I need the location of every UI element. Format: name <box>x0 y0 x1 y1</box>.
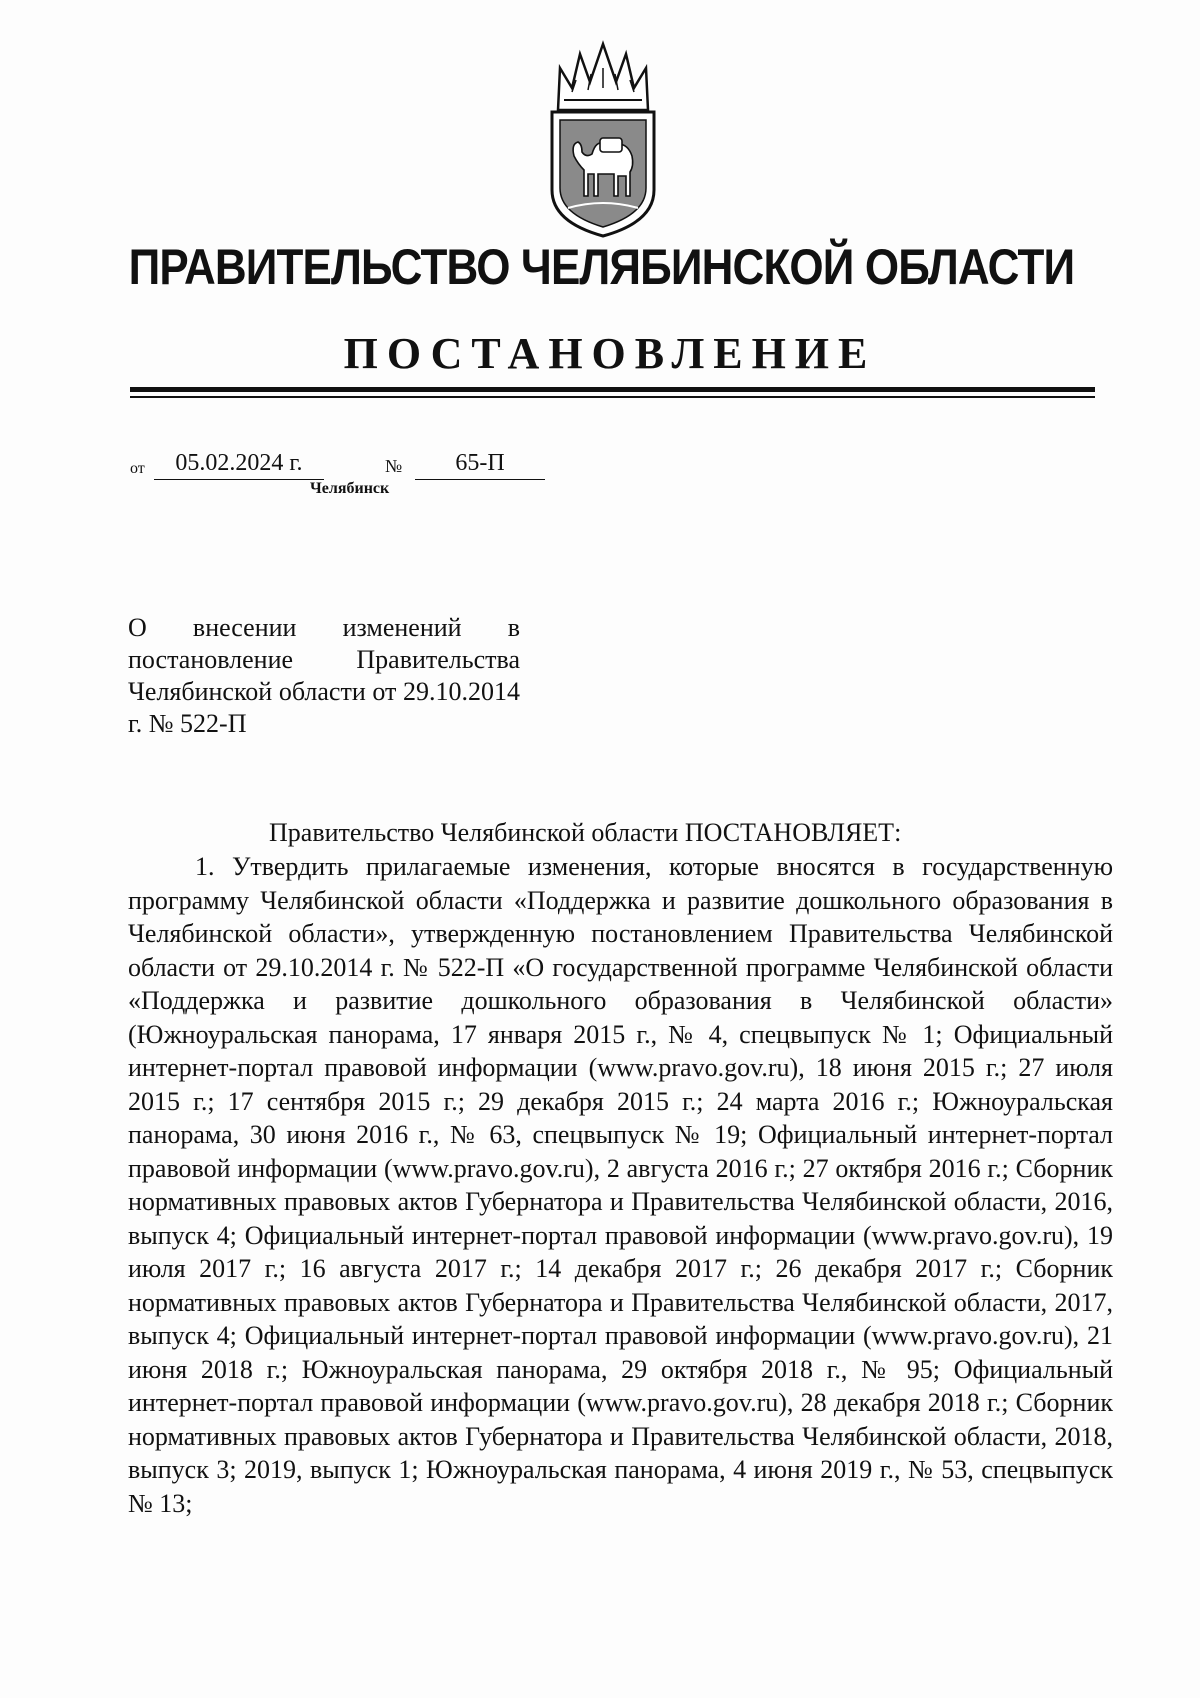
header-rule-thick <box>130 387 1095 392</box>
document-number: 65-П <box>415 450 545 480</box>
date-prefix: от <box>130 460 145 477</box>
header-rule-thin <box>130 396 1095 398</box>
document-subject: О внесении изменений в постановление Правительства Челябинской области от 29.10.2014 г. № 522-П <box>128 613 520 738</box>
document-body <box>128 850 1113 1520</box>
number-sign: № <box>385 456 403 476</box>
coat-of-arms-emblem <box>538 40 668 240</box>
preamble: Правительство Челябинской области ПОСТАНОВЛЯЕТ: <box>269 818 902 847</box>
city-label: Челябинск <box>310 480 390 497</box>
paragraph-1: 1. Утвердить прилагаемые изменения, которые вносятся в государственную программу Челябинской области «Поддержка и развитие дошкольного образования в Челябинской области», утвержденную постановлением Правительства Челябинской области от 29.10.2014 г. № 522-П «О государственной программе Челябинской области «Поддержка и развитие дошкольного образования в Челябинской области» (Южноуральская панорама, 17 января 2015 г., № 4, спецвыпуск № 1; Официальный интернет-портал правовой информации (www.pravo.gov.ru), 18 июня 2015 г.; 27 июля 2015 г.; 17 сентября 2015 г.; 29 декабря 2015 г.; 24 марта 2016 г.; Южноуральская панорама, 30 июня 2016 г., № 63, спецвыпуск № 19; Официальный интернет-портал правовой информации (www.pravo.gov.ru), 2 августа 2016 г.; 27 октября 2016 г.; Сборник нормативных правовых актов Губернатора и Правительства Челябинской области, 2016, выпуск 4; Официальный интернет-портал правовой информации (www.pravo.gov.ru), 19 июля 2017 г.; 16 августа 2017 г.; 14 декабря 2017 г.; 26 декабря 2017 г.; Сборник нормативных правовых актов Губернатора и Правительства Челябинской области, 2017, выпуск 4; Официальный интернет-портал правовой информации (www.pravo.gov.ru), 21 июня 2018 г.; Южноуральская панорама, 29 октября 2018 г., № 95; Официальный интернет-портал правовой информации (www.pravo.gov.ru), 28 декабря 2018 г.; Сборник нормативных правовых актов Губернатора и Правительства Челябинской области, 2018, выпуск 3; 2019, выпуск 1; Южноуральская панорама, 4 июня 2019 г., № 53, спецвыпуск № 13; <box>128 852 1113 1518</box>
organization-title: ПРАВИТЕЛЬСТВО ЧЕЛЯБИНСКОЙ ОБЛАСТИ <box>128 239 1075 295</box>
document-date: 05.02.2024 г. <box>154 450 324 480</box>
document-type-heading: ПОСТАНОВЛЕНИЕ <box>343 329 877 378</box>
